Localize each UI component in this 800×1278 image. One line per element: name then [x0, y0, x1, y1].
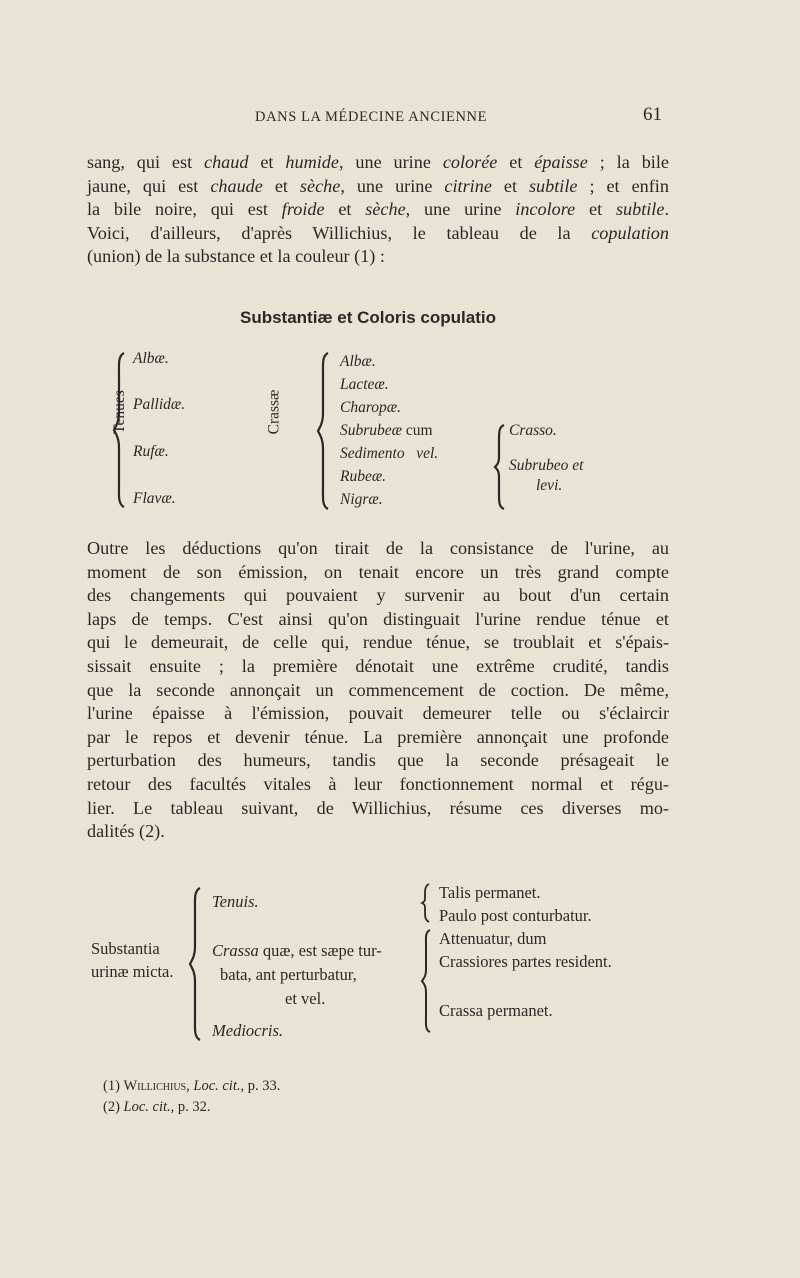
- para2-line: [87, 561, 669, 585]
- text-run: chaude: [210, 175, 263, 196]
- text-run: et: [491, 175, 529, 196]
- tenues-item-2: Pallidæ.: [133, 396, 186, 413]
- crassa-line-1: [212, 941, 382, 961]
- text-run: sang, qui est: [87, 152, 205, 172]
- text-run: .: [664, 199, 669, 220]
- text-run: , une urine: [340, 175, 445, 196]
- text-run: retour des facultés vitales à leur fonctionnement normal et régu-: [87, 773, 669, 794]
- crassae-item-nigrae: Nigræ.: [340, 491, 383, 508]
- text-run: (union) de la substance et la couleur (1) :: [87, 246, 385, 267]
- text-run: froide: [281, 199, 325, 220]
- para1-line: [87, 245, 669, 269]
- text-run: et: [248, 152, 286, 172]
- crassa-line-2: bata, ant perturbatur,: [220, 965, 357, 984]
- crassae-item-1: Albæ.: [340, 353, 376, 370]
- text-run: sissait ensuite ; la première dénotait une extrême crudité, tandis: [87, 655, 669, 676]
- crassa-outcome-1: Attenuatur, dum: [439, 929, 547, 948]
- para2-line: [87, 679, 669, 703]
- tenues-item-4: Flavæ.: [133, 490, 176, 507]
- paragraph-2: [87, 537, 669, 844]
- footnote-1-author: Willichius: [123, 1078, 187, 1094]
- text-run: ; la bile: [587, 152, 669, 172]
- crassa-word: Crassa: [212, 941, 259, 960]
- tenues-brace: [112, 350, 128, 510]
- tenuis-label: Tenuis.: [212, 892, 259, 911]
- crassa-line-1-rest: quæ, est sæpe tur-: [258, 941, 382, 960]
- para2-line: [87, 820, 669, 844]
- text-run: que la seconde annonçait un commencement de coction. De même,: [87, 679, 669, 700]
- text-run: et: [497, 152, 535, 172]
- text-run: par le repos et devenir ténue. La première annonçait une profonde: [87, 726, 669, 747]
- crassae-label: Crassæ: [265, 389, 283, 435]
- crassae-item-2: Lacteæ.: [340, 376, 389, 393]
- vel-word: vel.: [416, 445, 439, 462]
- text-run: moment de son émission, on tenait encore un très grand compte: [87, 561, 669, 582]
- page-number: 61: [643, 104, 662, 125]
- text-run: dalités (2).: [87, 821, 165, 842]
- paragraph-1: [87, 151, 669, 269]
- text-run: , une urine: [405, 199, 516, 220]
- para1-line: [87, 198, 669, 222]
- para1-line: [87, 151, 669, 175]
- text-run: incolore: [515, 199, 576, 220]
- root-brace: [188, 885, 204, 1043]
- sedimento-word: Sedimento: [340, 445, 405, 462]
- text-run: chaud: [204, 152, 249, 172]
- text-run: épaisse: [534, 152, 588, 172]
- text-run: ; et enfin: [577, 175, 669, 196]
- para2-line: [87, 749, 669, 773]
- text-run: qui le demeurait, de celle qui, rendue ténue, se troublait et s'épais-: [87, 632, 669, 653]
- text-run: sèche: [299, 175, 341, 196]
- text-run: , une urine: [338, 152, 443, 172]
- table-1-title: Substantiæ et Coloris copulatio: [240, 308, 496, 327]
- footnote-2-page: , p. 32.: [170, 1099, 211, 1115]
- root-label-line-1: Substantia: [91, 939, 160, 958]
- text-run: jaune, qui est: [87, 175, 211, 196]
- para1-line: [87, 175, 669, 199]
- text-run: lier. Le tableau suivant, de Willichius, résume ces diverses mo-: [87, 797, 669, 818]
- para2-line: [87, 655, 669, 679]
- footnote-2: [103, 1099, 211, 1116]
- text-run: Voici, d'ailleurs, d'après Willichius, le tableau de la: [87, 222, 592, 243]
- footnote-2-number: (2): [103, 1099, 124, 1115]
- crassa-outcome-2: Crassiores partes resident.: [439, 952, 612, 971]
- mediocris-label: Mediocris.: [212, 1021, 284, 1040]
- text-run: perturbation des humeurs, tandis que la seconde présageait le: [87, 750, 669, 771]
- footnote-1-number: (1): [103, 1078, 124, 1094]
- subrubeae-line: [340, 422, 433, 440]
- para2-line: [87, 537, 669, 561]
- footnote-1-loc: Loc. cit.: [193, 1078, 241, 1094]
- tenuis-brace: [420, 882, 432, 924]
- crassa-line-3: et vel.: [285, 989, 326, 1008]
- text-run: Outre les déductions qu'on tirait de la consistance de l'urine, au: [87, 538, 669, 558]
- sediment-option-1: Crasso.: [509, 422, 557, 439]
- text-run: et: [575, 199, 616, 220]
- crassae-item-3: Charopæ.: [340, 399, 402, 416]
- para2-line: [87, 608, 669, 632]
- crassae-brace: [316, 350, 332, 512]
- text-run: sèche: [365, 199, 406, 220]
- text-run: et: [262, 175, 300, 196]
- text-run: des changements qui pouvaient y survenir au bout d'un certain: [87, 585, 669, 606]
- text-run: la bile noire, qui est: [87, 199, 282, 220]
- tenues-item-1: Albæ.: [133, 350, 169, 367]
- running-header: DANS LA MÉDECINE ANCIENNE: [255, 109, 488, 125]
- para2-line: [87, 797, 669, 821]
- text-run: laps de temps. C'est ainsi qu'on distinguait l'urine rendue ténue et: [87, 608, 669, 629]
- para2-line: [87, 631, 669, 655]
- para2-line: [87, 702, 669, 726]
- crassa-outcome-3: Crassa permanet.: [439, 1001, 553, 1020]
- cum-word: cum: [405, 422, 433, 439]
- crassae-item-rubeae: Rubeæ.: [340, 468, 387, 485]
- text-run: subtile: [528, 175, 578, 196]
- footnote-2-loc: Loc. cit.: [123, 1099, 171, 1115]
- para2-line: [87, 584, 669, 608]
- para2-line: [87, 726, 669, 750]
- tenuis-outcome-1: Talis permanet.: [439, 883, 541, 902]
- text-run: colorée: [442, 152, 498, 172]
- text-run: subtile: [615, 199, 665, 220]
- text-run: humide: [285, 152, 339, 172]
- footnote-1-page: , p. 33.: [240, 1078, 281, 1094]
- sediment-option-3: levi.: [536, 477, 563, 494]
- tenuis-outcome-2: Paulo post conturbatur.: [439, 906, 592, 925]
- para1-line: [87, 222, 669, 246]
- crassa-brace: [420, 928, 434, 1034]
- subrubeae-word: Subrubeæ: [340, 422, 402, 439]
- root-label-line-2: urinæ micta.: [91, 962, 174, 981]
- footnote-1: (1) Willichius, Loc. cit., p. 33.: [103, 1078, 281, 1094]
- para2-line: [87, 773, 669, 797]
- text-run: et: [324, 199, 366, 220]
- text-run: copulation: [591, 222, 669, 243]
- text-run: citrine: [444, 175, 492, 196]
- sedimento-line: [340, 445, 438, 463]
- text-run: l'urine épaisse à l'émission, pouvait demeurer telle ou s'éclaircir: [87, 703, 669, 724]
- sediment-brace: [492, 422, 508, 512]
- sediment-option-2: Subrubeo et: [509, 457, 584, 474]
- tenues-label: Tenues: [110, 390, 128, 434]
- tenues-item-3: Rufæ.: [133, 443, 169, 460]
